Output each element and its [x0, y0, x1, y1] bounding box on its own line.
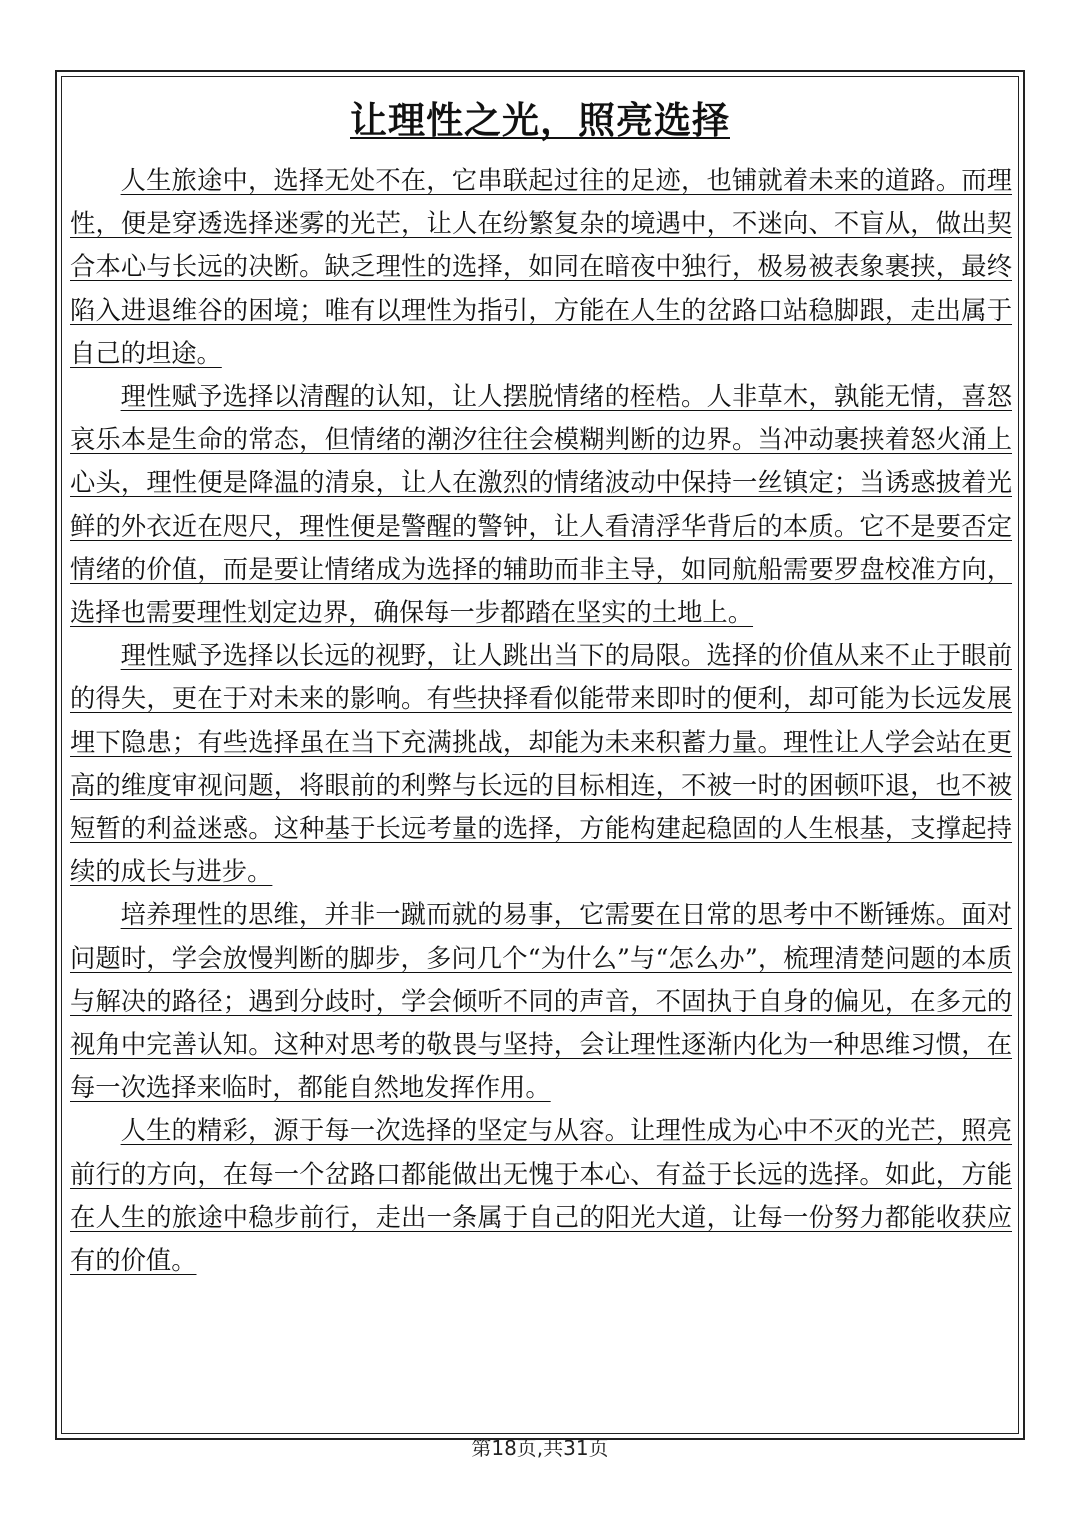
page-inner-frame	[61, 76, 1019, 1434]
paragraph-3: 理性赋予选择以长远的视野，让人跳出当下的局限。选择的价值从来不止于眼前的得失，更在于对未来的影响。有些抉择看似能带来即时的便利，却可能为长远发展埋下隐患；有些选择虽在当下充满挑战，却能为未来积蓄力量。理性让人学会站在更高的维度审视问题，将眼前的利弊与长远的目标相连，不被一时的困顿吓退，也不被短暂的利益迷惑。这种基于长远考量的选择，方能构建起稳固的人生根基，支撑起持续的成长与进步。	[70, 641, 1012, 887]
paragraph-2: 理性赋予选择以清醒的认知，让人摆脱情绪的桎梏。人非草木，孰能无情，喜怒哀乐本是生命的常态，但情绪的潮汐往往会模糊判断的边界。当冲动裹挟着怒火涌上心头，理性便是降温的清泉，让人在激烈的情绪波动中保持一丝镇定；当诱惑披着光鲜的外衣近在咫尺，理性便是警醒的警钟，让人看清浮华背后的本质。它不是要否定情绪的价值，而是要让情绪成为选择的辅助而非主导，如同航船需要罗盘校准方向，选择也需要理性划定边界，确保每一步都踏在坚实的土地上。	[70, 382, 1012, 628]
page-frame	[55, 70, 1025, 1440]
essay-title: 让理性之光，照亮选择	[350, 99, 730, 142]
paragraph-4: 培养理性的思维，并非一蹴而就的易事，它需要在日常的思考中不断锤炼。面对问题时，学会放慢判断的脚步，多问几个“为什么”与“怎么办”，梳理清楚问题的本质与解决的路径；遇到分歧时，学会倾听不同的声音，不固执于自身的偏见，在多元的视角中完善认知。这种对思考的敬畏与坚持，会让理性逐渐内化为一种思维习惯，在每一次选择来临时，都能自然地发挥作用。	[70, 900, 1012, 1103]
paragraph-1: 人生旅途中，选择无处不在，它串联起过往的足迹，也铺就着未来的道路。而理性，便是穿透选择迷雾的光芒，让人在纷繁复杂的境遇中，不迷向、不盲从，做出契合本心与长远的决断。缺乏理性的选择，如同在暗夜中独行，极易被表象裹挟，最终陷入进退维谷的困境；唯有以理性为指引，方能在人生的岔路口站稳脚跟，走出属于自己的坦途。	[70, 166, 1012, 368]
essay-body	[70, 159, 1012, 1282]
page-number: 第18页,共31页	[471, 1436, 609, 1460]
paragraph-5: 人生的精彩，源于每一次选择的坚定与从容。让理性成为心中不灭的光芒，照亮前行的方向，在每一个岔路口都能做出无愧于本心、有益于长远的选择。如此，方能在人生的旅途中稳步前行，走出一条属于自己的阳光大道，让每一份努力都能收获应有的价值。	[70, 1116, 1012, 1276]
